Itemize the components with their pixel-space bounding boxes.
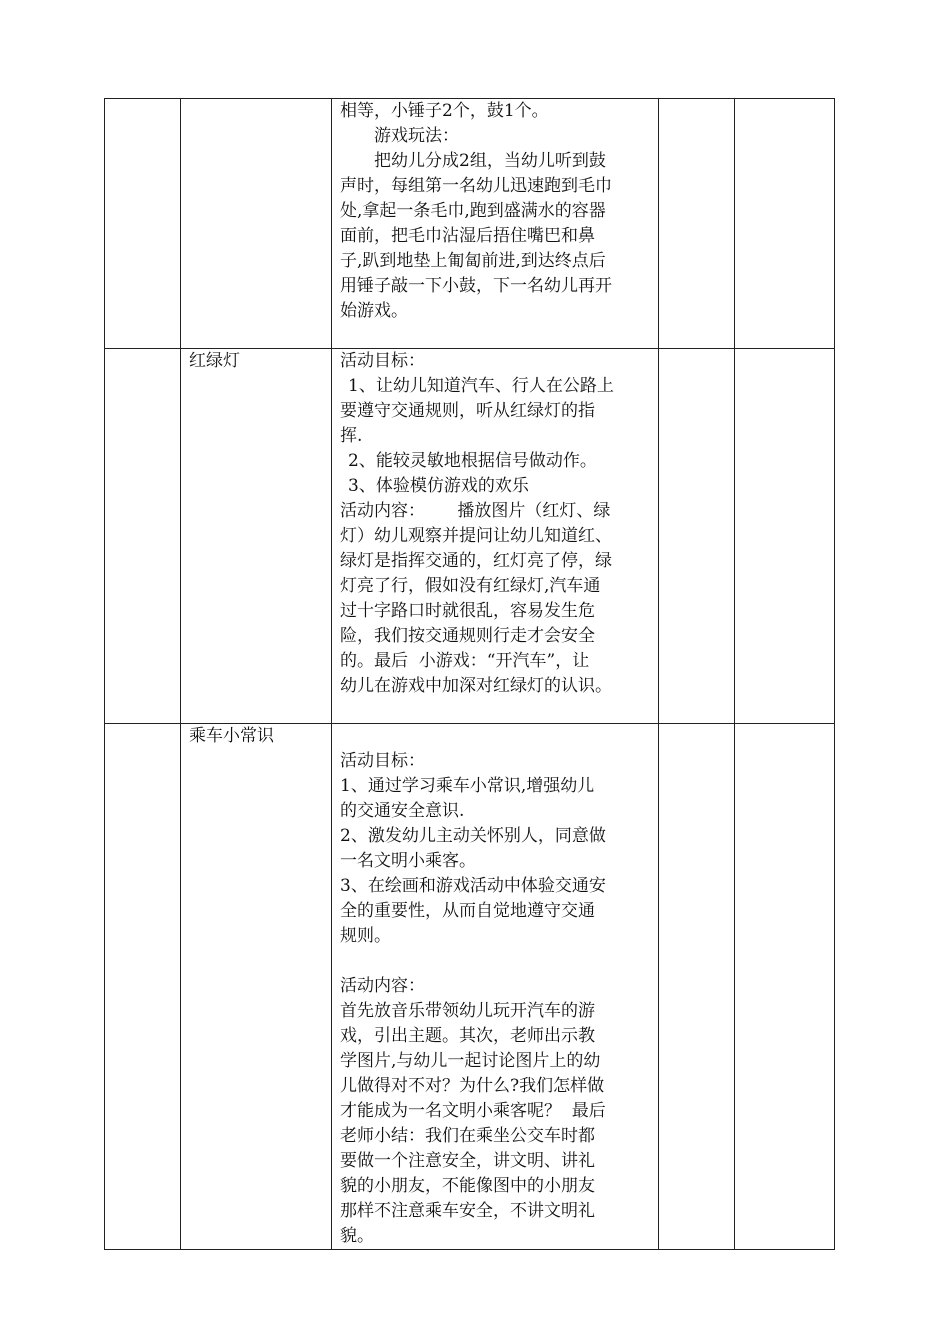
content-line: 用锤子敲一下小鼓，下一名幼儿再开 xyxy=(340,276,612,296)
content-line: 始游戏。 xyxy=(340,301,408,321)
content-line: 全的重要性，从而自觉地遵守交通 xyxy=(340,901,595,921)
content-line xyxy=(340,724,650,749)
cell-activity-name: 红绿灯 xyxy=(181,349,332,724)
content-line: 活动内容： 播放图片（红灯、绿 xyxy=(340,501,611,521)
content-line: 2、激发幼儿主动关怀别人，同意做 xyxy=(340,826,606,846)
content-line: 貌。 xyxy=(340,1226,374,1246)
content-line: 要做一个注意安全，讲文明、讲礼 xyxy=(340,1151,595,1171)
table-row xyxy=(105,349,835,724)
content-line: 幼儿在游戏中加深对红绿灯的认识。 xyxy=(340,676,612,696)
activity-table xyxy=(104,98,835,1250)
cell-col4 xyxy=(659,99,735,349)
cell-col1 xyxy=(105,99,181,349)
content-line: 把幼儿分成2组，当幼儿听到鼓 xyxy=(374,151,606,171)
content-line: 戏，引出主题。其次，老师出示教 xyxy=(340,1026,595,1046)
content-line: 的交通安全意识. xyxy=(340,801,465,821)
content-line: 灯）幼儿观察并提问让幼儿知道红、 xyxy=(340,526,612,546)
cell-activity-name: 乘车小常识 xyxy=(181,724,332,1250)
content-line: 3、在绘画和游戏活动中体验交通安 xyxy=(340,876,606,896)
table-row xyxy=(105,99,835,349)
content-line: 貌的小朋友，不能像图中的小朋友 xyxy=(340,1176,595,1196)
cell-col1 xyxy=(105,349,181,724)
cell-activity-content xyxy=(332,724,659,1250)
cell-activity-name xyxy=(181,99,332,349)
content-line: 灯亮了行，假如没有红绿灯,汽车通 xyxy=(340,576,601,596)
cell-col1 xyxy=(105,724,181,1250)
content-line: 声时，每组第一名幼儿迅速跑到毛巾 xyxy=(340,176,612,196)
cell-col4 xyxy=(659,724,735,1250)
cell-col4 xyxy=(659,349,735,724)
content-line: 活动目标： xyxy=(340,751,425,771)
content-line: 1、通过学习乘车小常识,增强幼儿 xyxy=(340,776,595,796)
content-line: 学图片,与幼儿一起讨论图片上的幼 xyxy=(340,1051,601,1071)
cell-col5 xyxy=(735,724,835,1250)
content-line: 2、能较灵敏地根据信号做动作。 xyxy=(348,451,597,471)
cell-col5 xyxy=(735,99,835,349)
content-line: 绿灯是指挥交通的，红灯亮了停，绿 xyxy=(340,551,612,571)
content-line: 首先放音乐带领幼儿玩开汽车的游 xyxy=(340,1001,595,1021)
content-line: 的。最后 小游戏：“开汽车”，让 xyxy=(340,651,590,671)
content-line: 活动目标： xyxy=(340,351,425,371)
content-line: 活动内容： xyxy=(340,976,425,996)
content-line xyxy=(340,949,650,974)
content-line: 险，我们按交通规则行走才会安全 xyxy=(340,626,595,646)
content-line: 那样不注意乘车安全，不讲文明礼 xyxy=(340,1201,595,1221)
table-row xyxy=(105,724,835,1250)
cell-activity-content xyxy=(332,349,659,724)
table-body xyxy=(105,99,835,1250)
content-line: 相等，小锤子2个，鼓1个。 xyxy=(340,101,549,121)
content-line: 才能成为一名文明小乘客呢？ 最后 xyxy=(340,1101,606,1121)
cell-activity-content xyxy=(332,99,659,349)
content-line: 一名文明小乘客。 xyxy=(340,851,476,871)
content-line: 过十字路口时就很乱，容易发生危 xyxy=(340,601,595,621)
content-line: 儿做得对不对？为什么?我们怎样做 xyxy=(340,1076,605,1096)
content-line: 面前，把毛巾沾湿后捂住嘴巴和鼻 xyxy=(340,226,595,246)
content-line: 游戏玩法： xyxy=(374,126,459,146)
content-line: 规则。 xyxy=(340,926,391,946)
content-line: 老师小结：我们在乘坐公交车时都 xyxy=(340,1126,595,1146)
content-line: 挥. xyxy=(340,426,363,446)
content-line: 子,趴到地垫上匍匐前进,到达终点后 xyxy=(340,251,606,271)
content-line: 要遵守交通规则，听从红绿灯的指 xyxy=(340,401,595,421)
content-line: 1、让幼儿知道汽车、行人在公路上 xyxy=(348,376,614,396)
content-line: 3、体验模仿游戏的欢乐 xyxy=(348,476,529,496)
cell-col5 xyxy=(735,349,835,724)
content-line: 处,拿起一条毛巾,跑到盛满水的容器 xyxy=(340,201,606,221)
